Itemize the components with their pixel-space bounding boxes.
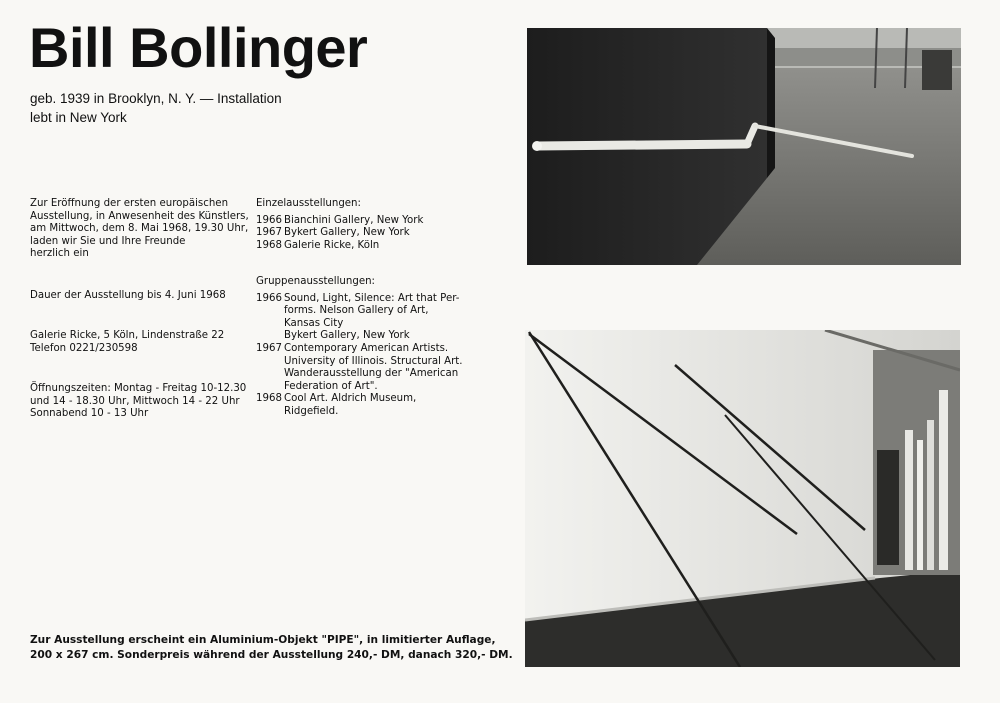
exhibition-entry: [256, 240, 423, 253]
edition-note-line: Zur Ausstellung erscheint ein Aluminium-Objekt "PIPE", in limitierter Auflage,: [30, 634, 496, 646]
entry-year: 1967: [256, 342, 282, 354]
exhibition-entry: [256, 343, 463, 393]
exhibition-entry: [256, 215, 423, 228]
edition-note: [30, 633, 513, 663]
entry-year: 1967: [256, 227, 282, 239]
subtitle-residence-line: lebt in New York: [30, 110, 127, 125]
artist-name-title: Bill Bollinger: [29, 16, 368, 79]
entry-text: forms. Nelson Gallery of Art,: [284, 305, 429, 317]
gallery-address: [30, 330, 260, 355]
solo-exhibitions-heading: Einzelausstellungen:: [256, 198, 361, 209]
entry-text: Kansas City: [284, 317, 344, 329]
exhibition-duration: [30, 290, 260, 303]
entry-text: Wanderausstellung der "American: [284, 368, 459, 380]
entry-text: Ridgefield.: [284, 405, 339, 417]
invitation-line: herzlich ein: [30, 248, 89, 260]
entry-year: 1966: [256, 292, 282, 304]
installation-photo-leaning-rods: [525, 330, 960, 667]
installation-photo-pipe-wall: [527, 28, 961, 265]
entry-text: Bykert Gallery, New York: [284, 227, 410, 239]
edition-note-line: 200 x 267 cm. Sonderpreis während der Ausstellung 240,- DM, danach 320,- DM.: [30, 649, 513, 661]
entry-text: Sound, Light, Silence: Art that Per-: [284, 292, 460, 304]
opening-hours: [30, 383, 260, 421]
duration-line: Dauer der Ausstellung bis 4. Juni 1968: [30, 290, 226, 301]
entry-text: Cool Art. Aldrich Museum,: [284, 393, 417, 405]
solo-exhibitions-list: [256, 215, 423, 253]
installation-photo-pipe-wall-image: [527, 28, 961, 265]
solo-exhibitions: [256, 198, 423, 252]
subtitle-birth-line: geb. 1939 in Brooklyn, N. Y. — Installation: [30, 91, 282, 106]
entry-year: 1966: [256, 214, 282, 226]
exhibition-entry: [256, 393, 463, 418]
entry-text: Federation of Art".: [284, 380, 378, 392]
entry-text: Bianchini Gallery, New York: [284, 214, 424, 226]
invitation-line: laden wir Sie und Ihre Freunde: [30, 235, 186, 247]
phone-line: Telefon 0221/230598: [30, 342, 138, 354]
group-exhibitions-list: [256, 293, 463, 419]
exhibition-entry: [256, 227, 423, 240]
invitation-line: am Mittwoch, dem 8. Mai 1968, 19.30 Uhr,: [30, 223, 249, 235]
entry-year: 1968: [256, 393, 282, 405]
invitation-text: [30, 198, 260, 261]
hours-line: Öffnungszeiten: Montag - Freitag 10-12.30: [30, 383, 247, 394]
entry-text: Bykert Gallery, New York: [284, 330, 410, 342]
entry-text: University of Illinois. Structural Art.: [284, 355, 463, 367]
hours-line: Sonnabend 10 - 13 Uhr: [30, 408, 149, 420]
entry-year: 1968: [256, 239, 282, 251]
invitation-line: Zur Eröffnung der ersten europäischen: [30, 198, 229, 209]
entry-text: Galerie Ricke, Köln: [284, 239, 380, 251]
address-line: Galerie Ricke, 5 Köln, Lindenstraße 22: [30, 330, 225, 341]
group-exhibitions: [256, 276, 463, 419]
artist-subtitle: [30, 89, 282, 127]
installation-photo-leaning-rods-image: [525, 330, 960, 667]
exhibition-entry: [256, 293, 463, 343]
entry-text: Contemporary American Artists.: [284, 342, 449, 354]
group-exhibitions-heading: Gruppenausstellungen:: [256, 276, 375, 287]
invitation-line: Ausstellung, in Anwesenheit des Künstlers,: [30, 210, 249, 222]
hours-line: und 14 - 18.30 Uhr, Mittwoch 14 - 22 Uhr: [30, 395, 240, 407]
